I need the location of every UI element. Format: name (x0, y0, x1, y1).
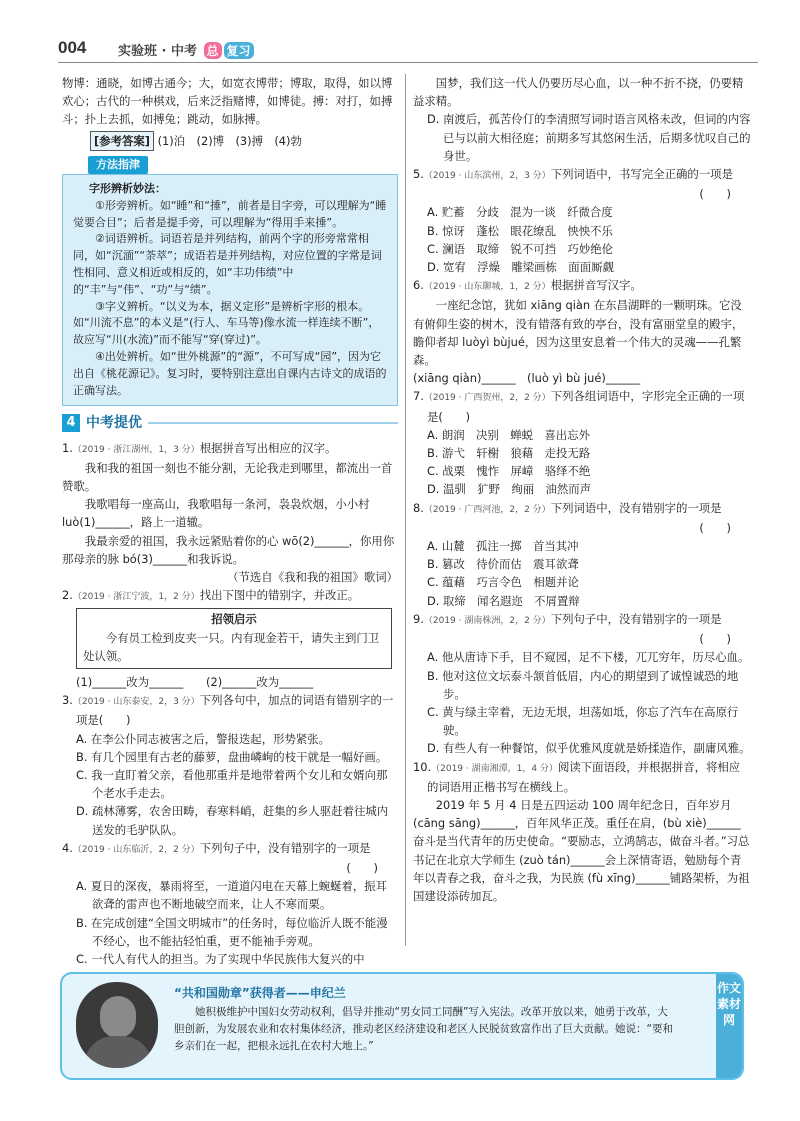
q-number: 10. (413, 759, 432, 774)
footer-text: 她积极维护中国妇女劳动权利，倡导并推动“男女同工同酬”写入宪法。改革开放以来，她勇于改革，大胆创新，为发展农业和农村集体经济，推动老区经济建设和老区人民脱贫致富作出了巨大贡献。她说：“要和乡亲们在一起，把根永远扎在农村大地上。” (174, 1006, 673, 1052)
q-number: 6. (413, 278, 424, 293)
option: A. 朗润 决别 蝉蜕 喜出忘外 (427, 427, 590, 442)
page-number: 004 (58, 38, 87, 57)
q-stem: 根据拼音写汉字。 (550, 278, 642, 293)
tip-title: 方法指津 (88, 156, 148, 174)
portrait-face (100, 996, 136, 1038)
q-source: （2019 · 山东泰安，2，3 分） (72, 697, 200, 708)
q-source: （2019 · 广西河池，2，2 分） (423, 504, 551, 515)
q2-fill: (1)______改为______ (2)______改为______ (76, 675, 314, 690)
option: C. 一代人有代人的担当。为了实现中华民族伟大复兴的中 (76, 952, 365, 967)
q-stem: 下列各组词语中，字形完全正确的一项是( ) (427, 389, 745, 424)
footer-box (60, 972, 744, 1080)
question-1 (62, 439, 398, 459)
q-number: 5. (413, 167, 424, 182)
tip-heading: 字形辨析妙法： (89, 182, 166, 196)
answer-paren: ( ) (699, 520, 731, 535)
option: C. 澜语 取缔 锐不可挡 巧妙绝伦 (427, 241, 614, 256)
q-number: 7. (413, 389, 424, 404)
option: B. 他对这位文坛泰斗颔首低眉，内心的期望到了诚惶诚恐的地步。 (427, 668, 739, 701)
left-column (62, 74, 398, 968)
page-header (58, 34, 758, 64)
q1-lyric: 我最亲爱的祖国，我永远紧贴着你的心 wō(2)______，你用你那母亲的脉 bó(3)______和我诉说。 (62, 533, 395, 566)
q-number: 4. (62, 840, 73, 855)
q1-citation: （节选自《我和我的祖国》歌词） (227, 570, 398, 584)
q6-fill: (xiāng qiàn)______ (luò yì bù jué)______ (413, 371, 641, 386)
q1-lyric: 我歌唱每一座高山，我歌唱每一条河，袅袅炊烟，小小村 luò(1)______，路上一道辙。 (62, 497, 370, 530)
tip-para: ④出处辨析。如“世外桃源”的“源”，不可写成“园”，因为它出自《桃花源记》。复习时，要特别注意出自课内古诗文的成语的正确写法。 (73, 349, 387, 397)
q10-text: 2019 年 5 月 4 日是五四运动 100 周年纪念日，百年岁月 (cāng sāng)______，百年风华正茂。重任在肩，(bù xiè)______奋斗是当代青年的历史使命。“要励志，立鸿鹄志，做奋斗者。”习总书记在北京大学师生 (zuò tán)______会上深情寄语，勉励每个青年以青春之我，奋斗之我，为民族 (fù xīng)______铺路架桥，为祖国建设添砖加瓦。 (413, 797, 750, 903)
q-source: （2019 · 湖南湘潭，1，4 分） (431, 763, 558, 774)
q-source: （2019 · 广西贺州，2，2 分） (423, 393, 551, 404)
badge-fuxi: 复习 (224, 42, 254, 59)
portrait-body (84, 1036, 152, 1068)
question-2 (62, 586, 398, 606)
question-6 (413, 276, 751, 296)
q-source: （2019 · 山东临沂，2，2 分） (72, 844, 200, 855)
answer-label: [参考答案] (90, 131, 154, 151)
q-stem: 下列词语中，书写完全正确的一项是 (550, 167, 733, 182)
option: A. 他从唐诗下手，目不窥园，足不下楼，兀兀穷年，历尽心血。 (427, 650, 750, 665)
option: C. 我一直盯着父亲，看他那重并是地带着两个女儿和女婿向那个老水手走去。 (76, 768, 388, 801)
option: A. 夏日的深夜，暴雨将至，一道道闪电在天幕上蜿蜒着，振耳欲聋的雷声也不断地破空而来，让人不寒而栗。 (76, 879, 387, 912)
q4-continued: 国梦，我们这一代人仍要历尽心血，以一种不折不挠，仍要精益求精。 (413, 76, 744, 109)
section-title: 中考提优 (86, 415, 142, 432)
portrait-photo (76, 982, 158, 1068)
option: A. 贮蓄 分歧 混为一谈 纤微合度 (427, 205, 613, 220)
option: D. 取缔 闻名遐迩 不屑置辩 (427, 593, 580, 608)
q-stem: 下列句子中，没有错别字的一项是 (550, 611, 722, 626)
question-8 (413, 499, 751, 519)
footer-tab: 作文素材网 (716, 974, 742, 1078)
q-source: （2019 · 浙江宁波，1，2 分） (72, 592, 200, 603)
notice-title: 招领启示 (211, 612, 257, 627)
q-number: 2. (62, 588, 73, 603)
method-tip (62, 155, 398, 407)
option: A. 山麓 孤注一掷 首当其冲 (427, 539, 579, 554)
q-number: 3. (62, 693, 73, 708)
question-4 (62, 839, 398, 859)
tip-para: ①形旁辨析。如“睡”和“捶”，前者是目字旁，可以理解为“睡觉要合目”；后者是提手旁，可以理解为“得用手来捶”。 (73, 198, 387, 229)
option: B. 游弋 轩榭 狼藉 走投无路 (427, 446, 591, 461)
footer-title: “共和国勋章”获得者——申纪兰 (174, 986, 346, 1000)
tip-para: ②词语辨析。词语若是并列结构，前两个字的形旁常常相同，如“沉湎”“荼萃”；成语若是并列结构，对应位置的字常是词性相同、意义相近或相反的，如“丰功伟绩”中的“丰”与“伟”、“功”与“绩”。 (73, 232, 382, 296)
q-number: 9. (413, 611, 424, 626)
q-stem: 根据拼音写出相应的汉字。 (199, 440, 337, 455)
q-source: （2019 · 山东聊城，1，2 分） (423, 282, 551, 293)
section-number: 4 (62, 414, 80, 432)
option: B. 惊讶 蓬松 眼花缭乱 怏怏不乐 (427, 223, 613, 238)
q-stem: 下列词语中，没有错别字的一项是 (550, 500, 722, 515)
question-9 (413, 610, 751, 630)
q-stem: 找出下图中的错别字，并改正。 (199, 588, 360, 603)
question-7 (413, 387, 751, 425)
option: D. 疏林薄雾，农舍田畴，春寒料峭，赶集的乡人驱赶着往城内送发的毛驴队队。 (76, 804, 389, 837)
option: D. 宽宥 浮燥 雕梁画栋 面面厮觑 (427, 260, 614, 275)
section-rule (148, 422, 398, 424)
q-number: 1. (62, 440, 73, 455)
q-stem: 下列各句中，加点的词语有错别字的一项是( ) (76, 693, 394, 728)
notice-box (76, 608, 392, 669)
q-stem: 下列句子中，没有错别字的一项是 (199, 840, 371, 855)
answer-paren: ( ) (699, 187, 731, 202)
q-stem: 阅读下面语段，并根据拼音，将相应的词语用正楷书写在横线上。 (427, 759, 741, 794)
notice-body: 今有员工检到皮夹一只。内有现金若干，请失主到门卫处认领。 (83, 630, 380, 663)
series-title (118, 40, 254, 59)
answer-paren: ( ) (699, 632, 731, 647)
answer-line (62, 131, 398, 151)
q6-text: 一座纪念馆，犹如 xiāng qiàn 在东昌湖畔的一颗明珠。它没有俯仰生姿的树木，没有错落有致的亭台，没有富丽堂皇的殿宇，瞻仰者却 luòyì bùjué，因为这里安息着一个伟大的灵魂——孔繁森。 (413, 298, 744, 368)
option: D. 南渡后，孤苦伶仃的李清照写词时语言风格未改，但词的内容已与以前大相径庭；前期多写其悠闲生活，后期多忧叹自己的身世。 (427, 112, 751, 163)
q1-lyric: 我和我的祖国一刻也不能分割，无论我走到哪里，都流出一首赞歌。 (62, 460, 393, 493)
question-10 (413, 758, 751, 796)
option: C. 黄与绿主宰着，无边无垠，坦荡如坻，你忘了汽车在高原行驶。 (427, 704, 739, 738)
option: B. 篡改 待价而估 震耳欲聋 (427, 557, 579, 572)
option: B. 在完成创建“全国文明城市”的任务时，每位临沂人既不能漫不经心，也不能拈轻怕重，更不能袖手旁观。 (76, 915, 388, 948)
question-3 (62, 691, 398, 729)
option: C. 战栗 愧怍 屏嶂 骆绎不绝 (427, 464, 591, 479)
column-divider (405, 74, 406, 946)
answer-paren: ( ) (346, 861, 378, 876)
section-header (62, 414, 398, 432)
q-source: （2019 · 浙江湖州，1，3 分） (72, 444, 200, 455)
q-source: （2019 · 湖南株洲，2，2 分） (423, 615, 551, 626)
answer-text: (1)泊 (2)博 (3)搏 (4)勃 (157, 133, 302, 148)
tip-box (62, 174, 398, 406)
question-5 (413, 165, 751, 185)
tip-para: ③字义辨析。“以义为本，据义定形”是辨析字形的根本。如“川流不息”的本义是“(行人、车马等)像水流一样连续不断”，故应写“川(水流)”而不能写“穿(穿过)”。 (73, 299, 380, 347)
q-number: 8. (413, 500, 424, 515)
option: B. 有几个园里有古老的藤萝，盘曲嶙峋的枝干就是一幅好画。 (76, 749, 388, 764)
option: A. 在李公仆同志被害之后，警报迭起，形势紧张。 (76, 731, 331, 746)
right-column (413, 74, 751, 905)
intro-paragraph: 物博：通晓，如博古通今；大，如宽衣博带；博取，取得，如以博欢心；古代的一种棋戏，后来泛指赌博，如博徒。搏：对打，如搏斗；扑上去抓，如搏兔；跳动，如脉搏。 (62, 76, 393, 127)
option: D. 温驯 犷野 绚丽 油然而声 (427, 482, 592, 497)
badge-zong: 总 (204, 42, 222, 59)
q-source: （2019 · 山东滨州，2，3 分） (423, 171, 551, 182)
option: D. 有些人有一种餐馆，似乎优雅风度就是娇揉造作，副庸风雅。 (427, 741, 751, 756)
header-rule (58, 62, 758, 63)
series-name: 实验班 · 中考 (118, 44, 197, 59)
option: C. 蕴藉 巧言令色 相题并论 (427, 575, 579, 590)
